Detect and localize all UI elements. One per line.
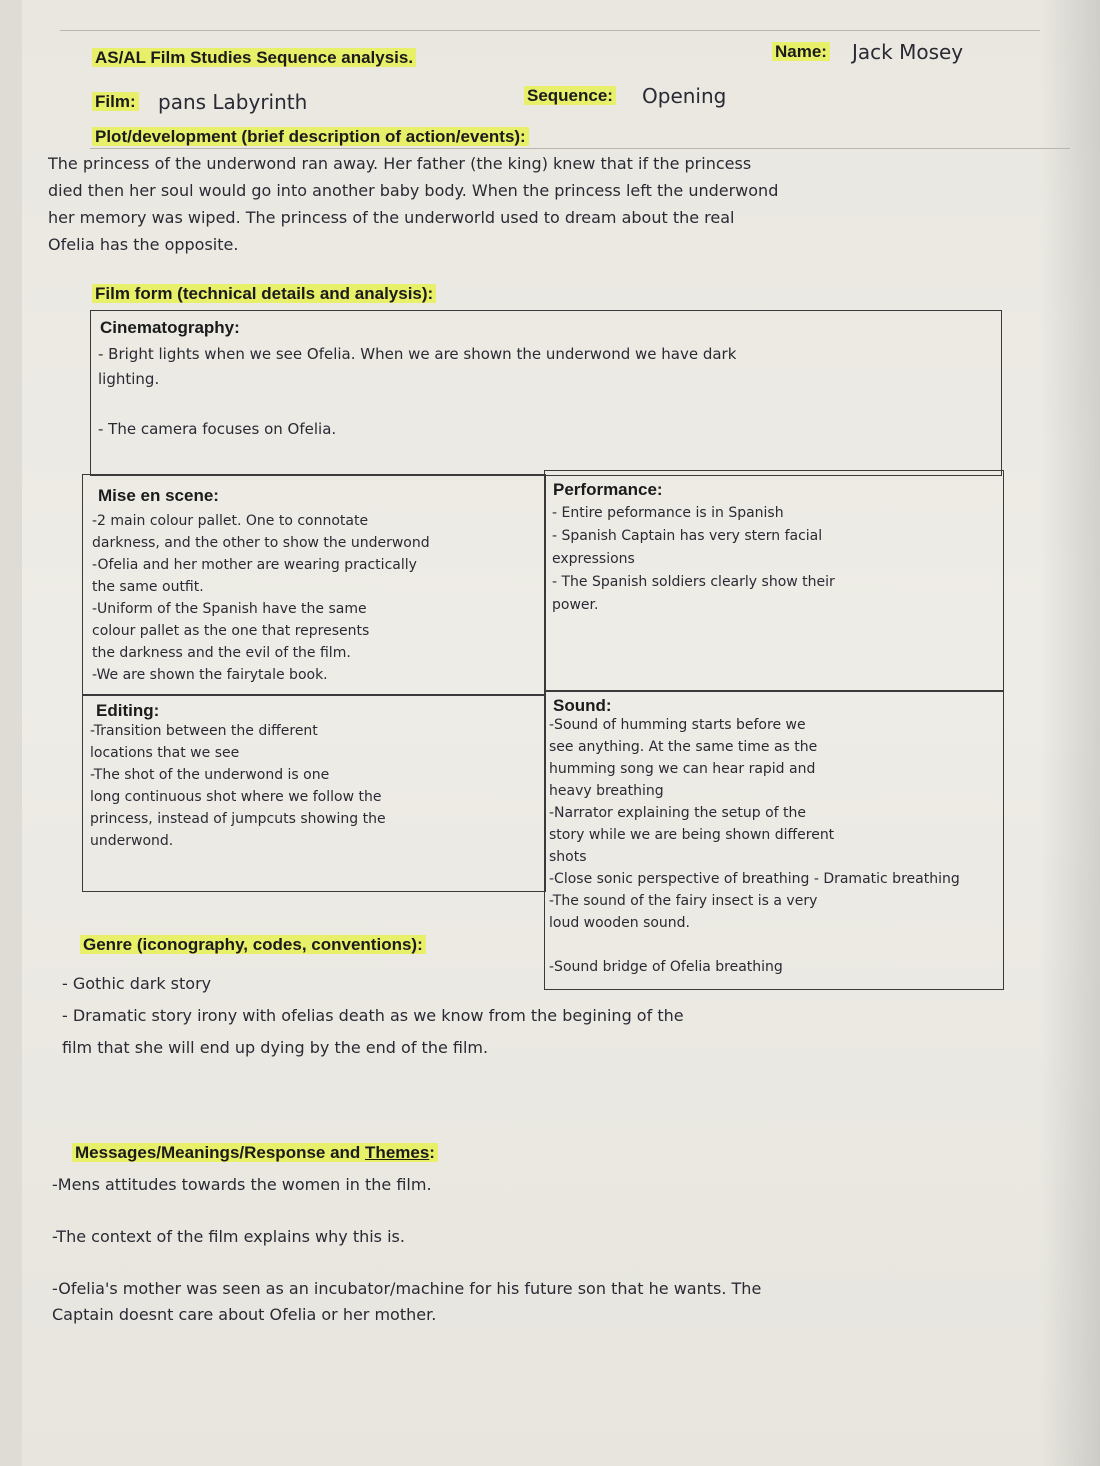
page-margin [0, 0, 22, 1466]
cinematography-title: Cinematography: [100, 318, 240, 337]
genre-heading: Genre (iconography, codes, conventions): [80, 935, 426, 955]
messages-text: -Mens attitudes towards the women in the film. -The context of the film explains why this is. -Ofelia's mother was seen as an incubator/machine for his future son that he wants. The Captain doesnt care about Ofelia or her mother. [52, 1175, 762, 1324]
plot-heading: Plot/development (brief description of action/events): [92, 127, 529, 147]
film-label: Film: [92, 92, 139, 112]
film-form-heading: Film form (technical details and analysis): [92, 284, 436, 304]
mise-en-scene-text: -2 main colour pallet. One to connotate darkness, and the other to show the underwond -Ofelia and her mother are wearing practically the same outfit. -Uniform of the Spanish have the same colour pallet as the one that represents the darkness and the evil of the film. -We are shown the fairytale book. [92, 513, 430, 683]
performance-title: Performance: [553, 480, 663, 499]
mise-en-scene-title: Mise en scene: [98, 486, 219, 505]
sequence-value: Opening [642, 84, 727, 108]
messages-heading: Messages/Meanings/Response and Themes: [72, 1143, 438, 1163]
top-rule [60, 30, 1040, 31]
plot-rule [90, 148, 1070, 149]
film-value: pans Labyrinth [158, 90, 308, 114]
editing-title: Editing: [96, 701, 160, 720]
name-label: Name: [772, 42, 830, 62]
worksheet-title: AS/AL Film Studies Sequence analysis. [92, 48, 416, 68]
plot-text: The princess of the underwond ran away. Her father (the king) knew that if the princess died then her soul would go into another baby body. When the princess left the underwond her memory was wiped. The princess of the underworld used to dream about the real Ofelia has the opposite. [48, 154, 779, 254]
name-value: Jack Mosey [852, 40, 964, 64]
genre-text: - Gothic dark story - Dramatic story irony with ofelias death as we know from the begining of the film that she will end up dying by the end of the film. [62, 974, 684, 1057]
cinematography-text: - Bright lights when we see Ofelia. When we are shown the underwond we have dark lighting. - The camera focuses on Ofelia. [98, 345, 737, 438]
editing-text: -Transition between the different locations that we see -The shot of the underwond is one long continuous shot where we follow the princess, instead of jumpcuts showing the underwond. [90, 723, 386, 849]
sequence-label: Sequence: [524, 86, 616, 106]
performance-text: - Entire peformance is in Spanish - Spanish Captain has very stern facial expressions - The Spanish soldiers clearly show their power. [552, 505, 835, 613]
sound-title: Sound: [553, 696, 612, 715]
sound-text: -Sound of humming starts before we see anything. At the same time as the humming song we can hear rapid and heavy breathing -Narrator explaining the setup of the story while we are being shown different shots -Close sonic perspective of breathing - Dramatic breathing -The sound of the fairy insect is a very loud wooden sound. -Sound bridge of Ofelia breathing [549, 717, 960, 975]
